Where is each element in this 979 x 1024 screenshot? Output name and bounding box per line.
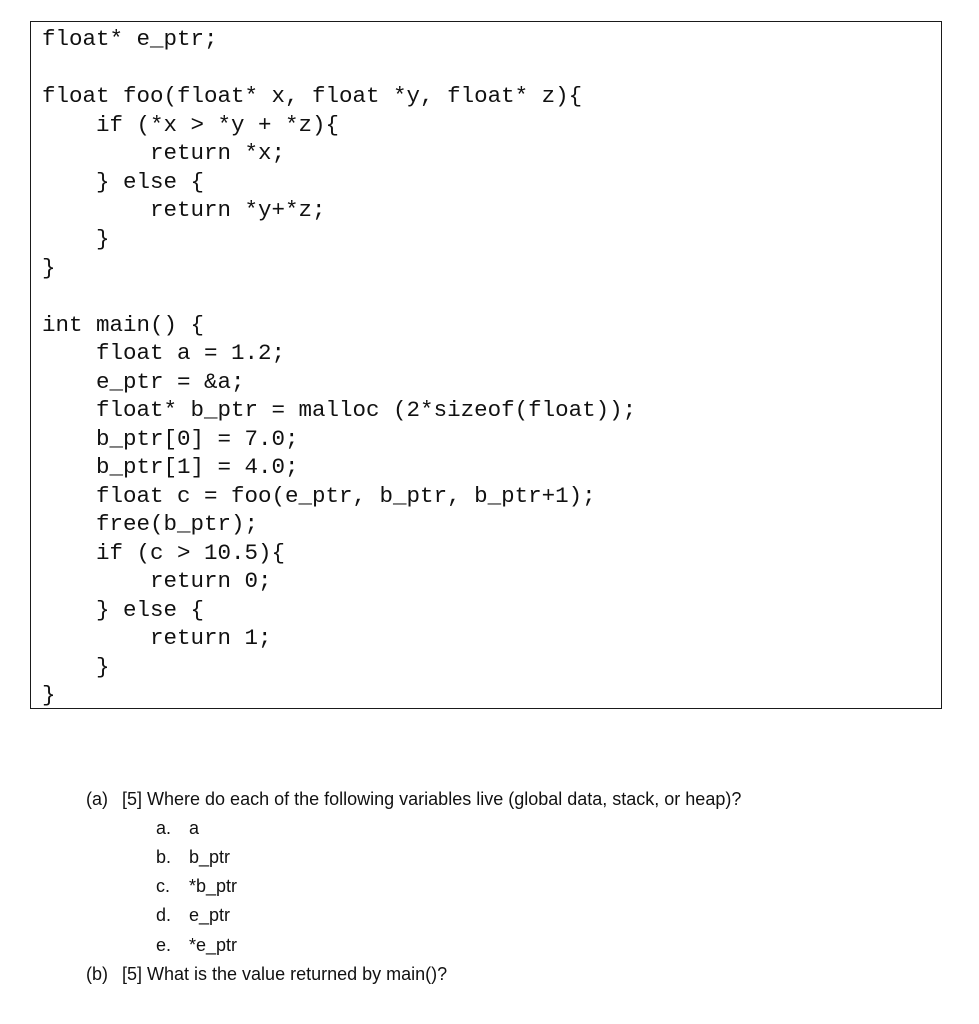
- question-b-text: [5] What is the value returned by main()?: [122, 964, 448, 984]
- question-a-text: [5] Where do each of the following variables live (global data, stack, or heap)?: [122, 789, 742, 809]
- code-line: }: [42, 226, 110, 252]
- code-line: b_ptr[0] = 7.0;: [42, 426, 299, 452]
- item-letter: c.: [156, 876, 171, 896]
- question-a-item: [156, 846, 230, 868]
- code-line: if (*x > *y + *z){: [42, 112, 340, 138]
- code-line: return *x;: [42, 140, 286, 166]
- code-line: }: [42, 682, 56, 708]
- code-line: float a = 1.2;: [42, 340, 286, 366]
- question-a-item: [156, 904, 230, 926]
- question-a-item: [156, 875, 237, 897]
- question-a: [86, 788, 741, 810]
- code-line: float foo(float* x, float *y, float* z){: [42, 83, 583, 109]
- code-line: b_ptr[1] = 4.0;: [42, 454, 299, 480]
- item-letter: e.: [156, 935, 172, 955]
- code-line: }: [42, 654, 110, 680]
- code-line: return *y+*z;: [42, 197, 326, 223]
- question-a-label: (a): [86, 789, 108, 809]
- item-letter: d.: [156, 905, 172, 925]
- item-text: a: [189, 818, 200, 838]
- code-line: free(b_ptr);: [42, 511, 259, 537]
- item-text: *e_ptr: [189, 935, 238, 955]
- item-text: b_ptr: [189, 847, 231, 867]
- question-a-item: [156, 817, 199, 839]
- item-text: *b_ptr: [189, 876, 238, 896]
- code-line: } else {: [42, 597, 205, 623]
- question-b-label: (b): [86, 964, 108, 984]
- code-line: float* e_ptr;: [42, 26, 218, 52]
- code-line: } else {: [42, 169, 205, 195]
- code-line: float c = foo(e_ptr, b_ptr, b_ptr+1);: [42, 483, 596, 509]
- code-line: float* b_ptr = malloc (2*sizeof(float));: [42, 397, 637, 423]
- question-a-item: [156, 934, 237, 956]
- item-letter: a.: [156, 818, 172, 838]
- code-line: return 1;: [42, 625, 272, 651]
- item-text: e_ptr: [189, 905, 231, 925]
- code-line: return 0;: [42, 568, 272, 594]
- code-line: }: [42, 255, 56, 281]
- code-line: e_ptr = &a;: [42, 369, 245, 395]
- item-letter: b.: [156, 847, 172, 867]
- question-b: [86, 963, 447, 985]
- code-line: if (c > 10.5){: [42, 540, 286, 566]
- code-line: int main() {: [42, 312, 205, 338]
